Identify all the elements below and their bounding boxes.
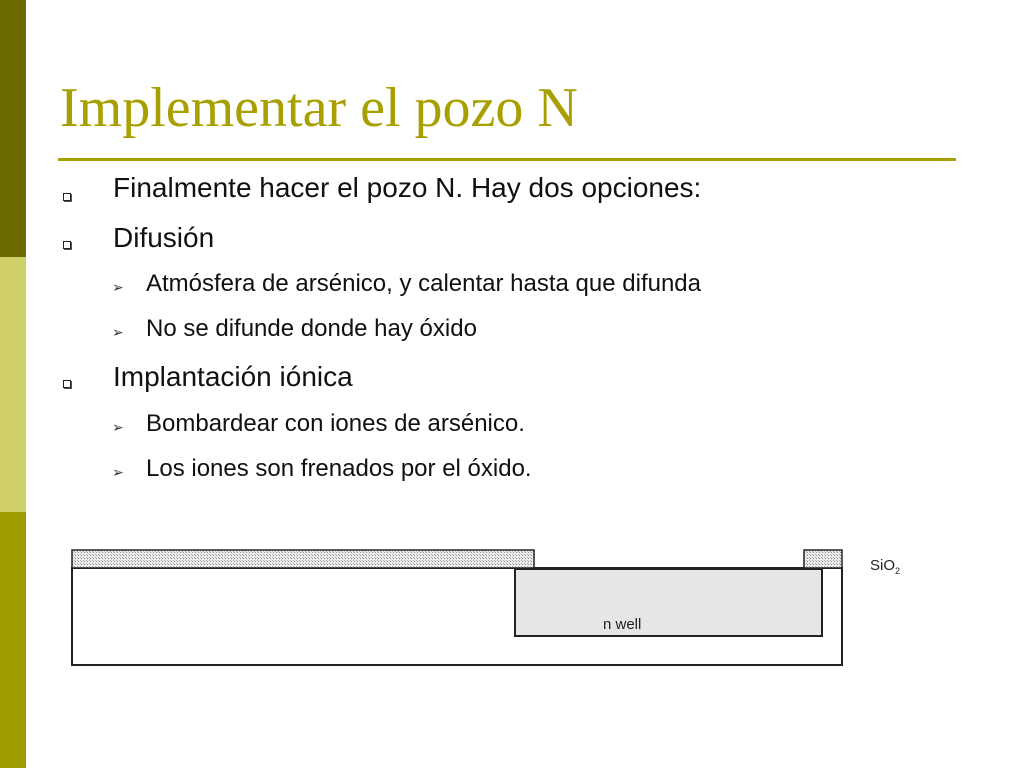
bullet-item: Finalmente hacer el pozo N. Hay dos opciones:: [113, 172, 702, 203]
sub-bullet-item: Los iones son frenados por el óxido.: [146, 455, 532, 482]
oxide-label-subscript: 2: [895, 566, 901, 576]
arrow-bullet-icon: ➢: [112, 464, 124, 480]
slide-title: Implementar el pozo N: [60, 77, 578, 139]
oxide-label-base: SiO: [870, 557, 896, 574]
n-well-region: [515, 569, 822, 636]
sub-bullet-item: Atmósfera de arsénico, y calentar hasta que difunda: [146, 270, 701, 297]
bullet-item: Implantación iónica: [113, 361, 353, 392]
bullet-item: Difusión: [113, 222, 215, 253]
sub-bullet-item: Bombardear con iones de arsénico.: [146, 410, 525, 437]
n-well-label: n well: [603, 616, 642, 633]
oxide-label: [870, 557, 900, 576]
sub-bullet-item: No se difunde donde hay óxido: [146, 315, 477, 342]
arrow-bullet-icon: ➢: [112, 324, 124, 340]
arrow-bullet-icon: ➢: [112, 419, 124, 435]
arrow-bullet-icon: ➢: [112, 279, 124, 295]
oxide-layer-left: [72, 550, 534, 568]
oxide-layer-right: [804, 550, 842, 568]
